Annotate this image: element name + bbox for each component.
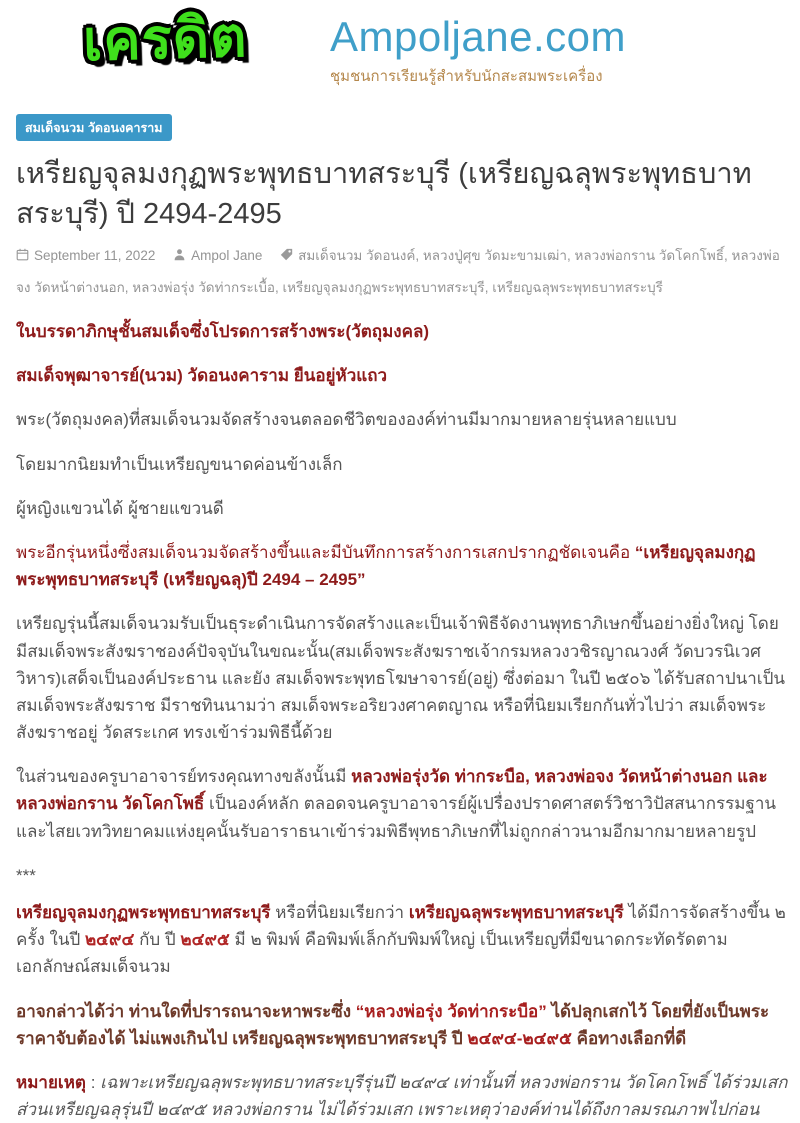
text-segment: พระ(วัตถุมงคล)ที่สมเด็จนวมจัดสร้างจนตลอดชีวิตขององค์ท่านมีมากมายหลายรุ่นหลายแบบ <box>16 410 677 430</box>
tag-icon <box>280 248 293 261</box>
site-header <box>0 0 800 106</box>
text-segment: เหรียญจุลมงกุฏพระพุทธบาทสระบุรี <box>16 903 271 923</box>
text-segment: คือทางเลือกที่ดี <box>571 1028 687 1048</box>
article-paragraph <box>16 763 788 845</box>
text-segment: ได้มีการจัดสร้างขึ้น ๒ ครั้ง ในปี <box>16 903 786 950</box>
text-segment: ๒๔๙๕ <box>180 930 230 950</box>
article-paragraph <box>16 318 788 345</box>
text-segment: “หลวงพ่อรุ่ง วัดท่ากระบือ” <box>355 1001 547 1021</box>
text-segment: เหรียญฉลุพระพุทธบาทสระบุรี <box>408 903 624 923</box>
text-segment: ในส่วนของครูบาอาจารย์ทรงคุณทางขลังนั้นมี <box>16 767 352 787</box>
logo-wrap <box>0 4 330 75</box>
text-segment: หมายเหตุ <box>16 1072 86 1092</box>
calendar-icon <box>16 248 29 261</box>
text-segment: เฉพาะเหรียญฉลุพระพุทธบาทสระบุรีรุ่นปี ๒๔๙๔ เท่านั้นที่ หลวงพ่อกราน วัดโคกโพธิ์ ได้ร่วมเสก ส่วนเหรียญฉลุรุ่นปี ๒๔๙๕ หลวงพ่อกราน ไม่ได้ร่วมเสก เพราะเหตุว่าองค์ท่านได้ถึงกาลมรณภาพไปก่อน <box>16 1072 788 1120</box>
text-segment: หลวงพ่อรุ่งวัด ท่ากระบือ, หลวงพ่อจง วัดหน้าต่างนอก และ หลวงพ่อกราน วัดโคกโพธิ์ <box>16 767 768 814</box>
tag-link[interactable]: เหรียญฉลุพระพุทธบาทสระบุรี <box>492 280 663 296</box>
site-title-link[interactable]: Ampoljane.com <box>330 13 626 60</box>
tag-link[interactable]: หลวงปู่ศุข วัดมะขามเฒ่า <box>422 248 567 264</box>
main-content <box>0 114 800 1123</box>
tag-link[interactable]: หลวงพ่อกราน วัดโคกโพธิ์ <box>574 248 724 264</box>
post-author-link[interactable]: Ampol Jane <box>191 248 263 264</box>
site-tagline: ชุมชนการเรียนรู้สำหรับนักสะสมพระเครื่อง <box>330 68 603 86</box>
tag-link[interactable]: เหรียญจุลมงกุฏพระพุทธบาทสระบุรี <box>282 280 485 296</box>
text-segment: กับ ปี <box>134 930 181 950</box>
text-segment: เหรียญรุ่นนี้สมเด็จนวมรับเป็นธุระดำเนินการจัดสร้างและเป็นเจ้าพิธีจัดงานพุทธาภิเษกขึ้นอย่างยิ่งใหญ่ โดยมีสมเด็จพระสังฆราชองค์ปัจจุบันในขณะนั้น(สมเด็จพระสังฆราชเจ้ากรมหลวงวชิรญาณวงศ์ วัดบวรนิเวศวิหาร)เสด็จเป็นองค์ประธาน และยัง สมเด็จพระพุทธโฆษาจารย์(อยู่) ซึ่งต่อมา ในปี ๒๕๐๖ ได้รับสถาปนาเป็นสมเด็จพระสังฆราช มีราชทินนามว่า สมเด็จพระอริยวงศาคตญาณ หรือที่นิยมเรียกกันทั่วไปว่า สมเด็จพระสังฆราชอยู่ วัดสระเกศ ทรงเข้าร่วมพิธีนี้ด้วย <box>16 614 786 743</box>
text-segment: เป็นองค์หลัก ตลอดจนครูบาอาจารย์ผู้เปรื่องปราดศาสตร์วิชาวิปัสสนากรรมฐานและไสยเวทวิทยาคมแห่งยุคนั้นรับอาราธนาเข้าร่วมพิธีพุทธาภิเษกที่ไม่ถูกกล่าวนามอีกมากมายหลายรูป <box>16 794 777 841</box>
page-title: เหรียญจุลมงกุฏพระพุทธบาทสระบุรี (เหรียญฉลุพระพุทธบาทสระบุรี) ปี 2494-2495 <box>16 158 752 231</box>
article-paragraph <box>16 495 788 522</box>
meta-date <box>16 248 159 263</box>
text-segment: อาจกล่าวได้ว่า ท่านใดที่ปรารถนาจะหาพระซึ่ง <box>16 1001 356 1021</box>
article-paragraph <box>16 539 788 593</box>
tag-link[interactable]: หลวงพ่อรุ่ง วัดท่ากระเบื้อ <box>132 280 276 296</box>
text-segment: : <box>85 1072 101 1092</box>
article-paragraph <box>16 451 788 478</box>
post-date-link[interactable]: September 11, 2022 <box>34 248 156 264</box>
text-segment: หรือที่นิยมเรียกว่า <box>270 903 409 923</box>
post-meta <box>16 240 788 304</box>
tag-link[interactable]: สมเด็จนวม วัดอนงค์ <box>298 248 416 264</box>
text-segment: สมเด็จพุฒาจารย์(นวม) วัดอนงคาราม ยืนอยู่หัวแถว <box>16 366 388 386</box>
article-paragraph <box>16 899 788 981</box>
site-identity <box>330 10 626 88</box>
text-segment: ได้ปลุกเสกไว้ โดยที่ยังเป็นพระราคาจับต้องได้ ไม่แพงเกินไป เหรียญฉลุพระพุทธบาทสระบุรี ปี <box>16 1001 770 1048</box>
text-segment: ๒๔๙๔-๒๔๙๕ <box>467 1028 572 1048</box>
text-segment: *** <box>16 865 36 885</box>
article-paragraph <box>16 998 788 1052</box>
article-paragraph <box>16 406 788 433</box>
article-body <box>16 318 788 1123</box>
text-segment: ในบรรดาภิกษุชั้นสมเด็จซึ่งโปรดการสร้างพระ(วัตถุมงคล) <box>16 322 430 342</box>
article-paragraph <box>16 1069 788 1123</box>
tag-list: สมเด็จนวม วัดอนงค์, หลวงปู่ศุข วัดมะขามเฒ่า, หลวงพ่อกราน วัดโคกโพธิ์, หลวงพ่อจง วัดหน้าต่างนอก, หลวงพ่อรุ่ง วัดท่ากระเบื้อ, เหรียญจุลมงกุฏพระพุทธบาทสระบุรี, เหรียญฉลุพระพุทธบาทสระบุรี <box>16 248 780 296</box>
text-segment: โดยมากนิยมทำเป็นเหรียญขนาดค่อนข้างเล็ก <box>16 454 343 474</box>
article-paragraph <box>16 362 788 389</box>
author-icon <box>173 248 186 261</box>
text-segment: “เหรียญจุลมงกุฏพระพุทธบาทสระบุรี (เหรียญฉลุ)ปี 2494 – 2495” <box>16 542 756 590</box>
text-segment: มี ๒ พิมพ์ คือพิมพ์เล็กกับพิมพ์ใหญ่ เป็นเหรียญที่มีขนาดกระทัดรัดตามเอกลักษณ์สมเด็จนวม <box>16 930 728 977</box>
badge-row <box>16 114 788 141</box>
meta-author <box>173 248 266 263</box>
article-paragraph <box>16 610 788 746</box>
text-segment: พระอีกรุ่นหนึ่งซึ่งสมเด็จนวมจัดสร้างขึ้นและมีบันทึกการสร้างการเสกปรากฏชัดเจนคือ <box>16 542 635 562</box>
tag-link[interactable]: หลวงพ่อจง วัดหน้าต่างนอก <box>16 248 780 296</box>
text-segment: ผู้หญิงแขวนได้ ผู้ชายแขวนดี <box>16 498 224 518</box>
site-logo[interactable]: เครดิต <box>81 4 249 75</box>
text-segment: ๒๔๙๔ <box>84 930 135 950</box>
article-paragraph <box>16 862 788 889</box>
category-badge[interactable]: สมเด็จนวม วัดอนงคาราม <box>16 114 172 141</box>
